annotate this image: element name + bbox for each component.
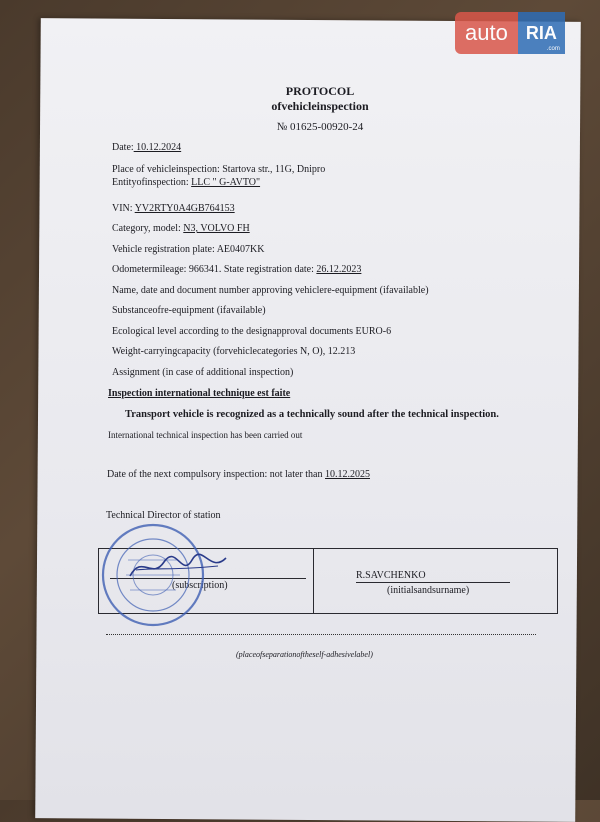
director-name: R.SAVCHENKO: [356, 570, 426, 581]
result-heading: Inspection international technique est faite: [108, 388, 291, 399]
entity-value: LLC " G-AVTO": [191, 177, 261, 188]
result-statement: Transport vehicle is recognized as a technically sound after the technical inspection.: [125, 409, 499, 420]
category-value: N3, VOLVO FH: [183, 223, 250, 234]
state-reg-date: 26.12.2023: [316, 264, 362, 275]
assignment-line: Assignment (in case of additional inspection): [112, 367, 294, 378]
substance-line: Substanceofre-equipment (ifavailable): [112, 305, 266, 316]
vin-line: [112, 203, 235, 214]
category-line: [112, 223, 250, 234]
next-inspection-line: [107, 469, 370, 480]
result-note: International technical inspection has been carried out: [108, 430, 303, 440]
document-title: PROTOCOL: [285, 84, 355, 98]
date-line: [112, 142, 181, 153]
document-subtitle: ofvehicleinspection: [271, 99, 369, 113]
protocol-number: № 01625-00920-24: [276, 121, 364, 133]
initials-caption: (initialsandsurname): [387, 585, 470, 596]
weight-line: Weight-carryingcapacity (forvehiclecategories N, O), 12.213: [112, 346, 356, 357]
watermark-suffix: .com: [546, 46, 560, 52]
next-inspection-label: Date of the next compulsory inspection: not later than: [107, 469, 325, 480]
entity-label: Entityofinspection:: [112, 177, 192, 188]
subscription-caption: (subscription): [172, 580, 228, 591]
date-label: Date:: [112, 142, 134, 153]
vin-value: YV2RTY0A4GB764153: [134, 203, 235, 214]
eco-line: Ecological level according to the designapproval documents EURO-6: [112, 326, 392, 337]
signature-divider: [313, 549, 314, 613]
vin-label: VIN:: [112, 203, 135, 214]
name-line: [356, 582, 510, 583]
handwritten-signature-icon: [122, 548, 232, 588]
separation-caption: (placeofseparationoftheself-adhesivelabel): [236, 650, 373, 659]
place-line: Place of vehicleinspection: Startova str., 11G, Dnipro: [112, 164, 326, 175]
date-value: 10.12.2024: [133, 142, 182, 153]
plate-line: Vehicle registration plate: AE0407KK: [112, 244, 265, 255]
next-inspection-date: 10.12.2025: [325, 469, 370, 480]
approval-line: Name, date and document number approving vehiclere-equipment (ifavailable): [112, 285, 429, 296]
watermark-right-text: RIA: [525, 22, 557, 43]
separation-dotted-line: [106, 634, 536, 635]
odometer-line: [112, 264, 361, 275]
director-caption: Technical Director of station: [106, 510, 221, 521]
category-label: Category, model:: [112, 223, 184, 234]
entity-line: [112, 177, 260, 188]
watermark-left: auto: [455, 12, 518, 54]
odometer-text: Odometermileage: 966341. State registration date:: [112, 264, 317, 275]
